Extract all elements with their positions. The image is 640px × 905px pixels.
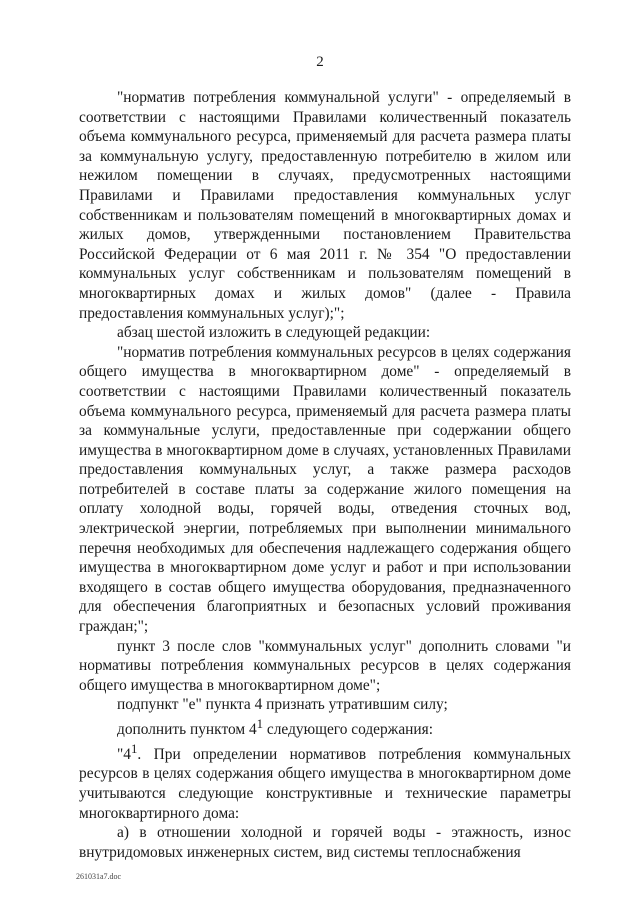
clause-number: "4	[117, 745, 131, 763]
paragraph-clause-4-1	[79, 740, 571, 824]
paragraph-item-a: а) в отношении холодной и горячей воды - этажность, износ внутридомовых инженерных систем, вид системы теплоснабжения	[79, 824, 571, 861]
supplement-text-end: следующего содержания:	[263, 721, 433, 739]
paragraph-subpoint-e: подпункт "е" пункта 4 признать утратившим силу;	[117, 696, 448, 714]
paragraph-definition-service-norm: "норматив потребления коммунальной услуги" - определяемый в соответствии с настоящими Правилами количественный показатель объема коммунального ресурса, применяемый для расчета размера платы за коммунальную услугу, предоставленную потребителю в жилом или нежилом помещении в случаях, предусмотренных настоящими Правилами и Правилами предоставления коммунальных услуг собственникам и пользователям помещений в многоквартирных домах и жилых домов, утвержденными постановлением Правительства Российской Федерации от 6 мая 2011 г. № 354 "О предоставлении коммунальных услуг собственникам и пользователям помещений в многоквартирных домах и жилых домов" (далее - Правила предоставления коммунальных услуг);";	[79, 89, 571, 322]
paragraph-definition-resource-norm: "норматив потребления коммунальных ресурсов в целях содержания общего имущества в многоквартирном доме" - определяемый в соответствии с настоящими Правилами количественный показатель объема коммунального ресурса, применяемый для расчета размера платы за коммунальные услуги, предоставленные при содержании общего имущества в многоквартирном доме в случаях, установленных Правилами предоставления коммунальных услуг, а также размера расходов потребителей в составе платы за содержание жилого помещения на оплату холодной воды, горячей воды, отведения сточных вод, электрической энергии, потребляемых при выполнении минимального перечня необходимых для обеспечения надлежащего содержания общего имущества в многоквартирном доме услуг и работ и при использовании входящего в состав общего имущества оборудования, предназначенного для обеспечения благоприятных и безопасных условий проживания граждан;";	[79, 343, 571, 636]
superscript-number: 1	[256, 717, 264, 731]
supplement-text: дополнить пунктом 4	[117, 721, 257, 739]
paragraph-supplement-4-1	[79, 715, 571, 740]
superscript-number: 1	[130, 741, 138, 756]
clause-text: . При определении нормативов потребления коммунальных ресурсов в целях содержания общего имущества в многоквартирном доме учитываются следующие конструктивные и технические параметры многоквартирного дома:	[79, 745, 571, 822]
paragraph-sixth-abzats: абзац шестой изложить в следующей редакции:	[117, 324, 431, 342]
paragraph-point-3: пункт 3 после слов "коммунальных услуг" дополнить словами "и нормативы потребления коммунальных ресурсов в целях содержания общего имущества в многоквартирном доме";	[79, 637, 571, 694]
document-file-id: 261031a7.doc	[76, 872, 122, 881]
page-number: 2	[316, 54, 324, 70]
document-body	[79, 88, 571, 862]
